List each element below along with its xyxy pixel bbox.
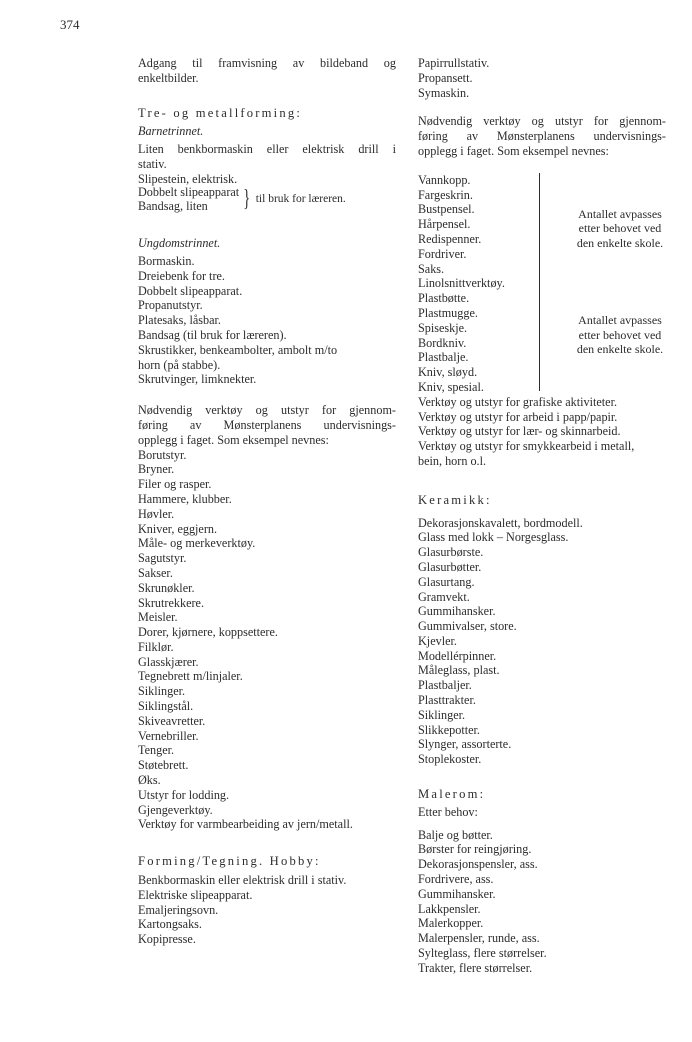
list-item: Redispenner. <box>418 231 482 246</box>
list-item: Glasskjærer. <box>138 654 199 669</box>
list-item: Hårpensel. <box>418 217 471 232</box>
ungdom-list <box>138 254 396 387</box>
list-item: Kjevler. <box>418 633 457 648</box>
tool-list <box>138 448 396 833</box>
list-item: Lakkpensler. <box>418 901 481 916</box>
list-item: Meisler. <box>138 610 178 625</box>
list-item: Bormaskin. <box>138 253 195 268</box>
item-group-1 <box>418 173 666 291</box>
section-heading-forming: Forming/Tegning. Hobby: <box>138 854 321 869</box>
brace-icon: } <box>243 186 251 213</box>
list-item: Plastmugge. <box>418 305 478 320</box>
list-item: Malerpensler, runde, ass. <box>418 931 540 946</box>
list-item: Tenger. <box>138 743 175 758</box>
group-note: Antallet avpasses etter behovet ved den enkelte skole. <box>576 313 664 357</box>
brace-group <box>138 185 396 215</box>
list-item: Bandsag, liten <box>138 199 208 214</box>
group-bracket <box>537 173 540 291</box>
list-item: Filer og rasper. <box>138 477 212 492</box>
list-item: Skrustikker, benkeambolter, ambolt m/to <box>138 342 338 357</box>
list-item: Utstyr for lodding. <box>138 787 230 802</box>
list-item: Papirrullstativ. <box>418 56 490 70</box>
list-item: Hammere, klubber. <box>138 491 232 506</box>
list-item: Stoplekoster. <box>418 752 482 767</box>
intro-line: Nødvendig verktøy og utstyr for gjennom- <box>418 114 666 129</box>
list-item: Verktøy og utstyr for arbeid i papp/papir. <box>418 409 618 424</box>
list-item: Modellérpinner. <box>418 648 497 663</box>
list-item: Liten benkbormaskin eller elektrisk drill i <box>138 142 396 157</box>
list-item: Gummihansker. <box>418 604 496 619</box>
malerom-list <box>418 828 666 976</box>
page-number: 374 <box>60 17 80 32</box>
after-list <box>418 395 666 469</box>
list-item: stativ. <box>138 156 167 171</box>
list-item: Saks. <box>418 261 445 276</box>
right-column <box>418 56 666 976</box>
list-item: Verktøy og utstyr for grafiske aktiviteter. <box>418 394 618 409</box>
list-item: Benkbormaskin eller elektrisk drill i stativ. <box>138 873 347 888</box>
list-item: horn (på stabbe). <box>138 357 221 372</box>
group-bracket <box>537 291 540 391</box>
list-item: Skrunøkler. <box>138 580 195 595</box>
list-item: Plastbøtte. <box>418 291 470 306</box>
list-item: Høvler. <box>138 506 175 521</box>
list-item: Bordkniv. <box>418 335 467 350</box>
intro-line: føring av Mønsterplanens undervisnings- <box>138 417 396 432</box>
list-item: Filklør. <box>138 639 174 654</box>
list-item: Propansett. <box>418 70 473 85</box>
list-item: Slipestein, elektrisk. <box>138 171 238 186</box>
list-item: Gramvekt. <box>418 589 470 604</box>
list-item: Dekorasjonskavalett, bordmodell. <box>418 515 583 530</box>
list-item: Støtebrett. <box>138 758 189 773</box>
keramikk-list <box>418 516 666 768</box>
list-item: Fordrivere, ass. <box>418 872 494 887</box>
top-list <box>418 56 666 100</box>
forming-list <box>138 873 396 947</box>
list-item: Glasurbøtter. <box>418 559 482 574</box>
intro-line: opplegg i faget. Som eksempel nevnes: <box>418 143 609 158</box>
left-column <box>138 56 396 947</box>
list-item: Dobbelt slipeapparat. <box>138 283 243 298</box>
list-item: Kopipresse. <box>138 932 196 947</box>
list-item: Fordriver. <box>418 246 467 261</box>
list-item: Spiseskje. <box>418 320 468 335</box>
list-item: Vannkopp. <box>418 172 471 187</box>
section-heading-keramikk: Keramikk: <box>418 492 492 507</box>
list-item: Kniv, sløyd. <box>418 365 478 380</box>
list-item: Symaskin. <box>418 85 470 100</box>
list-item: Gummihansker. <box>418 886 496 901</box>
intro-line: enkeltbilder. <box>138 70 199 85</box>
list-item: Kniver, eggjern. <box>138 521 218 536</box>
list-item: Skiveavretter. <box>138 713 206 728</box>
intro-line: Adgang til framvisning av bildeband og <box>138 56 396 70</box>
list-item: Verktøy og utstyr for lær- og skinnarbeid. <box>418 424 621 439</box>
list-item: Slikkepotter. <box>418 722 480 737</box>
list-item: Emaljeringsovn. <box>138 902 219 917</box>
list-item: Elektriske slipeapparat. <box>138 887 253 902</box>
list-item: Gummivalser, store. <box>418 619 517 634</box>
list-item: Skrutvinger, limknekter. <box>138 372 257 387</box>
list-item: Siklingstål. <box>138 699 194 714</box>
list-item: Glasurtang. <box>418 574 475 589</box>
intro-line: Nødvendig verktøy og utstyr for gjennom- <box>138 403 396 418</box>
group-note: Antallet avpasses etter behovet ved den enkelte skole. <box>576 206 664 250</box>
list-item: Børster for reingjøring. <box>418 842 532 857</box>
section-heading-tre-metall: Tre- og metallforming: <box>138 105 303 120</box>
item-group-2 <box>418 291 666 395</box>
list-item: Slynger, assorterte. <box>418 737 512 752</box>
list-item: Skrutrekkere. <box>138 595 204 610</box>
list-item: Borutstyr. <box>138 447 187 462</box>
list-item: Måle- og merkeverktøy. <box>138 536 256 551</box>
list-item: Gjengeverktøy. <box>138 802 213 817</box>
list-item: Glasurbørste. <box>418 545 484 560</box>
list-item: Kartongsaks. <box>138 917 202 932</box>
list-item: Verktøy og utstyr for smykkearbeid i metall, <box>418 439 635 454</box>
list-item: Plastbalje. <box>418 350 469 365</box>
list-item: Kniv, spesial. <box>418 379 484 394</box>
list-item: Plastbaljer. <box>418 678 472 693</box>
list-item: Tegnebrett m/linjaler. <box>138 669 243 684</box>
subheading-barnetrinnet: Barnetrinnet. <box>138 124 204 139</box>
list-item: Platesaks, låsbar. <box>138 313 221 328</box>
list-item: Dekorasjonspensler, ass. <box>418 857 538 872</box>
list-item: Trakter, flere størrelser. <box>418 960 533 975</box>
list-item: Plasttrakter. <box>418 693 476 708</box>
list-item: Glass med lokk – Norgesglass. <box>418 530 569 545</box>
list-item: Dreiebenk for tre. <box>138 268 225 283</box>
list-item: Siklinger. <box>418 707 466 722</box>
brace-note: til bruk for læreren. <box>255 192 346 205</box>
list-item: Bustpensel. <box>418 202 475 217</box>
list-item: Linolsnittverktøy. <box>418 276 505 291</box>
list-item: Dobbelt slipeapparat <box>138 184 240 199</box>
list-item: Verktøy for varmbearbeiding av jern/metall. <box>138 817 353 832</box>
subheading-ungdomstrinnet: Ungdomstrinnet. <box>138 236 221 251</box>
list-item: bein, horn o.l. <box>418 453 487 468</box>
subheading-etter-behov: Etter behov: <box>418 804 478 819</box>
section-heading-malerom: Malerom: <box>418 787 486 802</box>
intro-line: føring av Mønsterplanens undervisnings- <box>418 129 666 144</box>
list-item: Sagutstyr. <box>138 551 187 566</box>
list-item: Øks. <box>138 773 161 788</box>
list-item: Siklinger. <box>138 684 186 699</box>
list-item: Bandsag (til bruk for læreren). <box>138 327 287 342</box>
list-item: Malerkopper. <box>418 916 484 931</box>
list-item: Balje og bøtter. <box>418 827 493 842</box>
list-item: Fargeskrin. <box>418 187 473 202</box>
list-item: Vernebriller. <box>138 728 199 743</box>
list-item: Sylteglass, flere størrelser. <box>418 946 547 961</box>
intro-line: opplegg i faget. Som eksempel nevnes: <box>138 432 329 447</box>
list-item: Propanutstyr. <box>138 298 203 313</box>
list-item: Sakser. <box>138 565 173 580</box>
list-item: Bryner. <box>138 462 175 477</box>
list-item: Måleglass, plast. <box>418 663 500 678</box>
list-item: Dorer, kjørnere, koppsettere. <box>138 625 278 640</box>
